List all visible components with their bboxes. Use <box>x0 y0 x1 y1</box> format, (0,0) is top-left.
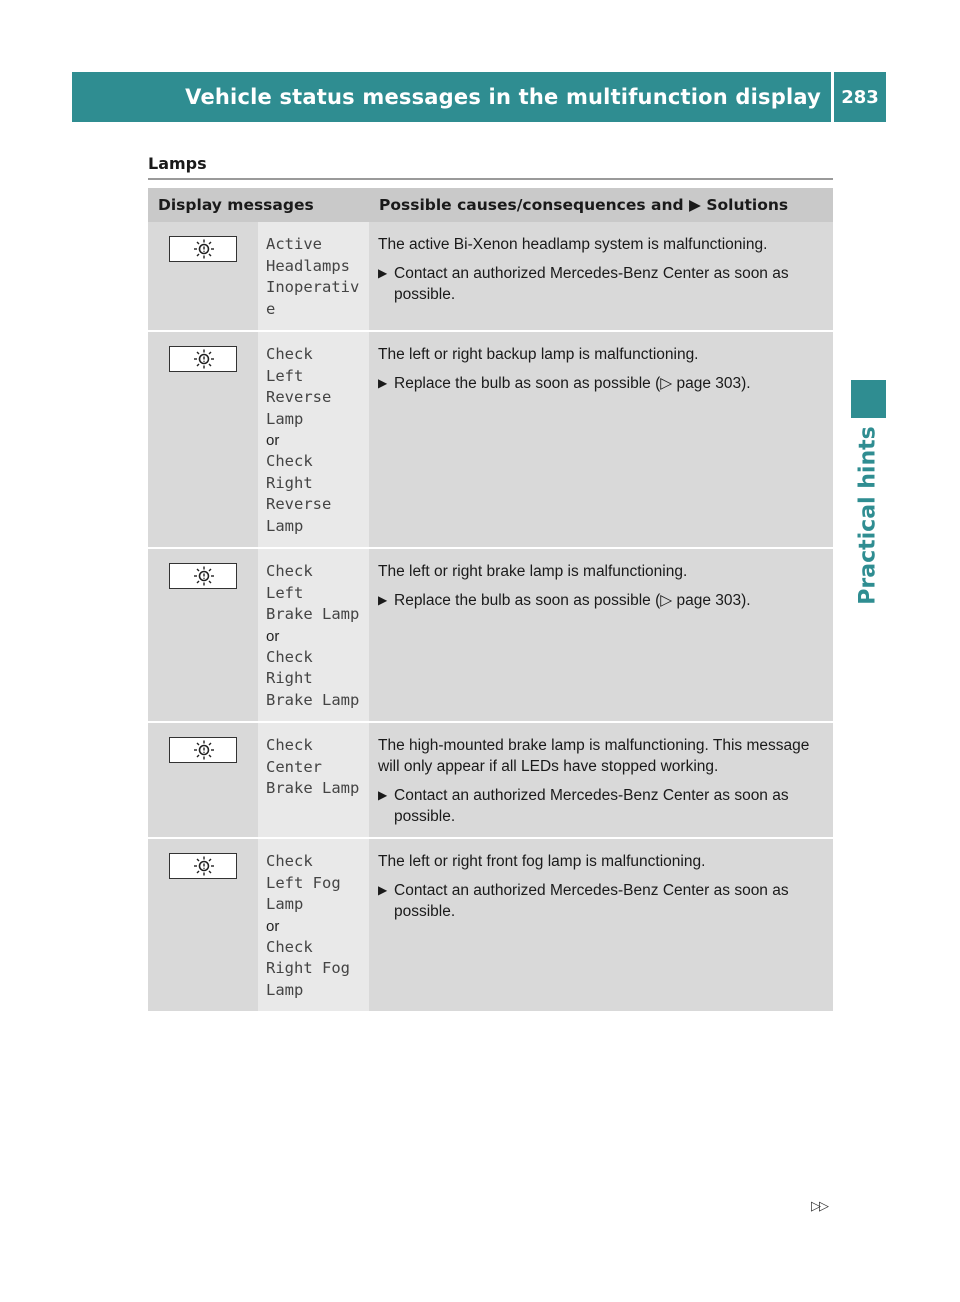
lamp-fault-icon <box>169 236 237 262</box>
side-tab-marker <box>851 380 886 418</box>
message-line: Check <box>266 562 313 580</box>
play-arrow-icon: ▶ <box>378 266 388 280</box>
message-line: Check <box>266 452 313 470</box>
message-line: Lamp <box>266 980 304 999</box>
solution-cell <box>369 548 833 722</box>
column-header-causes <box>369 188 833 222</box>
message-line: Active <box>266 235 322 253</box>
page-number: 283 <box>841 86 879 108</box>
solution-cell <box>369 331 833 548</box>
cause-text: The left or right front fog lamp is malfunctioning. <box>378 853 706 870</box>
table-header-row <box>148 188 833 222</box>
side-tab-label: Practical hints <box>856 425 882 605</box>
solution-text: Replace the bulb as soon as possible (▷ page 303). <box>394 592 751 609</box>
table-row <box>148 548 833 722</box>
table-row <box>148 222 833 331</box>
message-line: Right <box>266 473 313 492</box>
message-line: Lamp <box>266 516 304 535</box>
continue-arrows-icon: ▷▷ <box>811 1198 827 1213</box>
solution-cell <box>369 722 833 838</box>
cause-text: The active Bi-Xenon headlamp system is malfunctioning. <box>378 236 768 253</box>
cause-text: The high-mounted brake lamp is malfunctioning. This message will only appear if all LEDs have stopped working. <box>378 737 810 775</box>
message-line: Reverse <box>266 388 332 406</box>
message-cell <box>258 548 369 722</box>
play-arrow-icon: ▶ <box>378 788 388 802</box>
solution-cell <box>369 222 833 331</box>
message-line: Check <box>266 647 313 666</box>
message-cell <box>258 722 369 838</box>
solution-item <box>378 785 823 827</box>
message-line: Check <box>266 937 313 956</box>
column-header-causes-prefix: Possible causes/consequences and <box>379 196 684 214</box>
lamp-fault-icon <box>169 737 237 763</box>
solution-text: Contact an authorized Mercedes-Benz Center as soon as possible. <box>394 882 789 920</box>
icon-cell <box>148 331 258 548</box>
solution-item <box>378 263 823 305</box>
message-cell <box>258 838 369 1012</box>
play-arrow-icon: ▶ <box>689 196 701 214</box>
cause-text: The left or right backup lamp is malfunctioning. <box>378 346 699 363</box>
message-line: Right <box>266 669 313 687</box>
message-line: Right Fog <box>266 959 350 977</box>
message-line: Brake Lamp <box>266 779 360 797</box>
message-line: Check <box>266 345 313 363</box>
message-line: Left <box>266 366 304 385</box>
icon-cell <box>148 548 258 722</box>
solution-item <box>378 880 823 922</box>
side-tab <box>851 425 886 605</box>
solution-cell <box>369 838 833 1012</box>
play-arrow-icon: ▶ <box>378 883 388 897</box>
lamp-fault-icon <box>169 853 237 879</box>
solution-text: Replace the bulb as soon as possible (▷ page 303). <box>394 375 751 392</box>
message-line: Left Fog <box>266 873 341 892</box>
play-arrow-icon: ▶ <box>378 593 388 607</box>
column-header-causes-suffix: Solutions <box>706 196 789 214</box>
message-line: Left <box>266 583 304 602</box>
icon-cell <box>148 222 258 331</box>
message-line: Lamp <box>266 895 304 913</box>
message-line: Check <box>266 852 313 870</box>
lamp-fault-icon <box>169 346 237 372</box>
page-header <box>72 72 886 122</box>
message-cell <box>258 331 369 548</box>
icon-cell <box>148 838 258 1012</box>
message-line: Check <box>266 736 313 754</box>
message-line: Inoperativ <box>266 278 360 296</box>
column-header-display: Display messages <box>148 188 369 222</box>
lamps-table <box>148 188 833 1013</box>
message-line: Center <box>266 757 322 776</box>
solution-text: Contact an authorized Mercedes-Benz Center as soon as possible. <box>394 265 789 303</box>
section-divider <box>148 178 833 180</box>
message-line: e <box>266 299 276 318</box>
table-row <box>148 722 833 838</box>
message-line: Brake Lamp <box>266 605 360 623</box>
table-row <box>148 838 833 1012</box>
solution-item <box>378 373 823 394</box>
cause-text: The left or right brake lamp is malfunctioning. <box>378 563 688 580</box>
or-separator: or <box>266 917 280 935</box>
message-line: Brake Lamp <box>266 690 360 709</box>
icon-cell <box>148 722 258 838</box>
message-cell <box>258 222 369 331</box>
solution-text: Contact an authorized Mercedes-Benz Center as soon as possible. <box>394 787 789 825</box>
message-line: Reverse <box>266 495 332 513</box>
section-title: Lamps <box>148 154 207 173</box>
message-line: Headlamps <box>266 256 350 275</box>
table-row <box>148 331 833 548</box>
message-line: Lamp <box>266 409 304 428</box>
play-arrow-icon: ▶ <box>378 376 388 390</box>
header-title: Vehicle status messages in the multifunction display <box>185 85 821 109</box>
solution-item <box>378 590 823 611</box>
or-separator: or <box>266 627 280 645</box>
or-separator: or <box>266 432 280 449</box>
lamp-fault-icon <box>169 563 237 589</box>
